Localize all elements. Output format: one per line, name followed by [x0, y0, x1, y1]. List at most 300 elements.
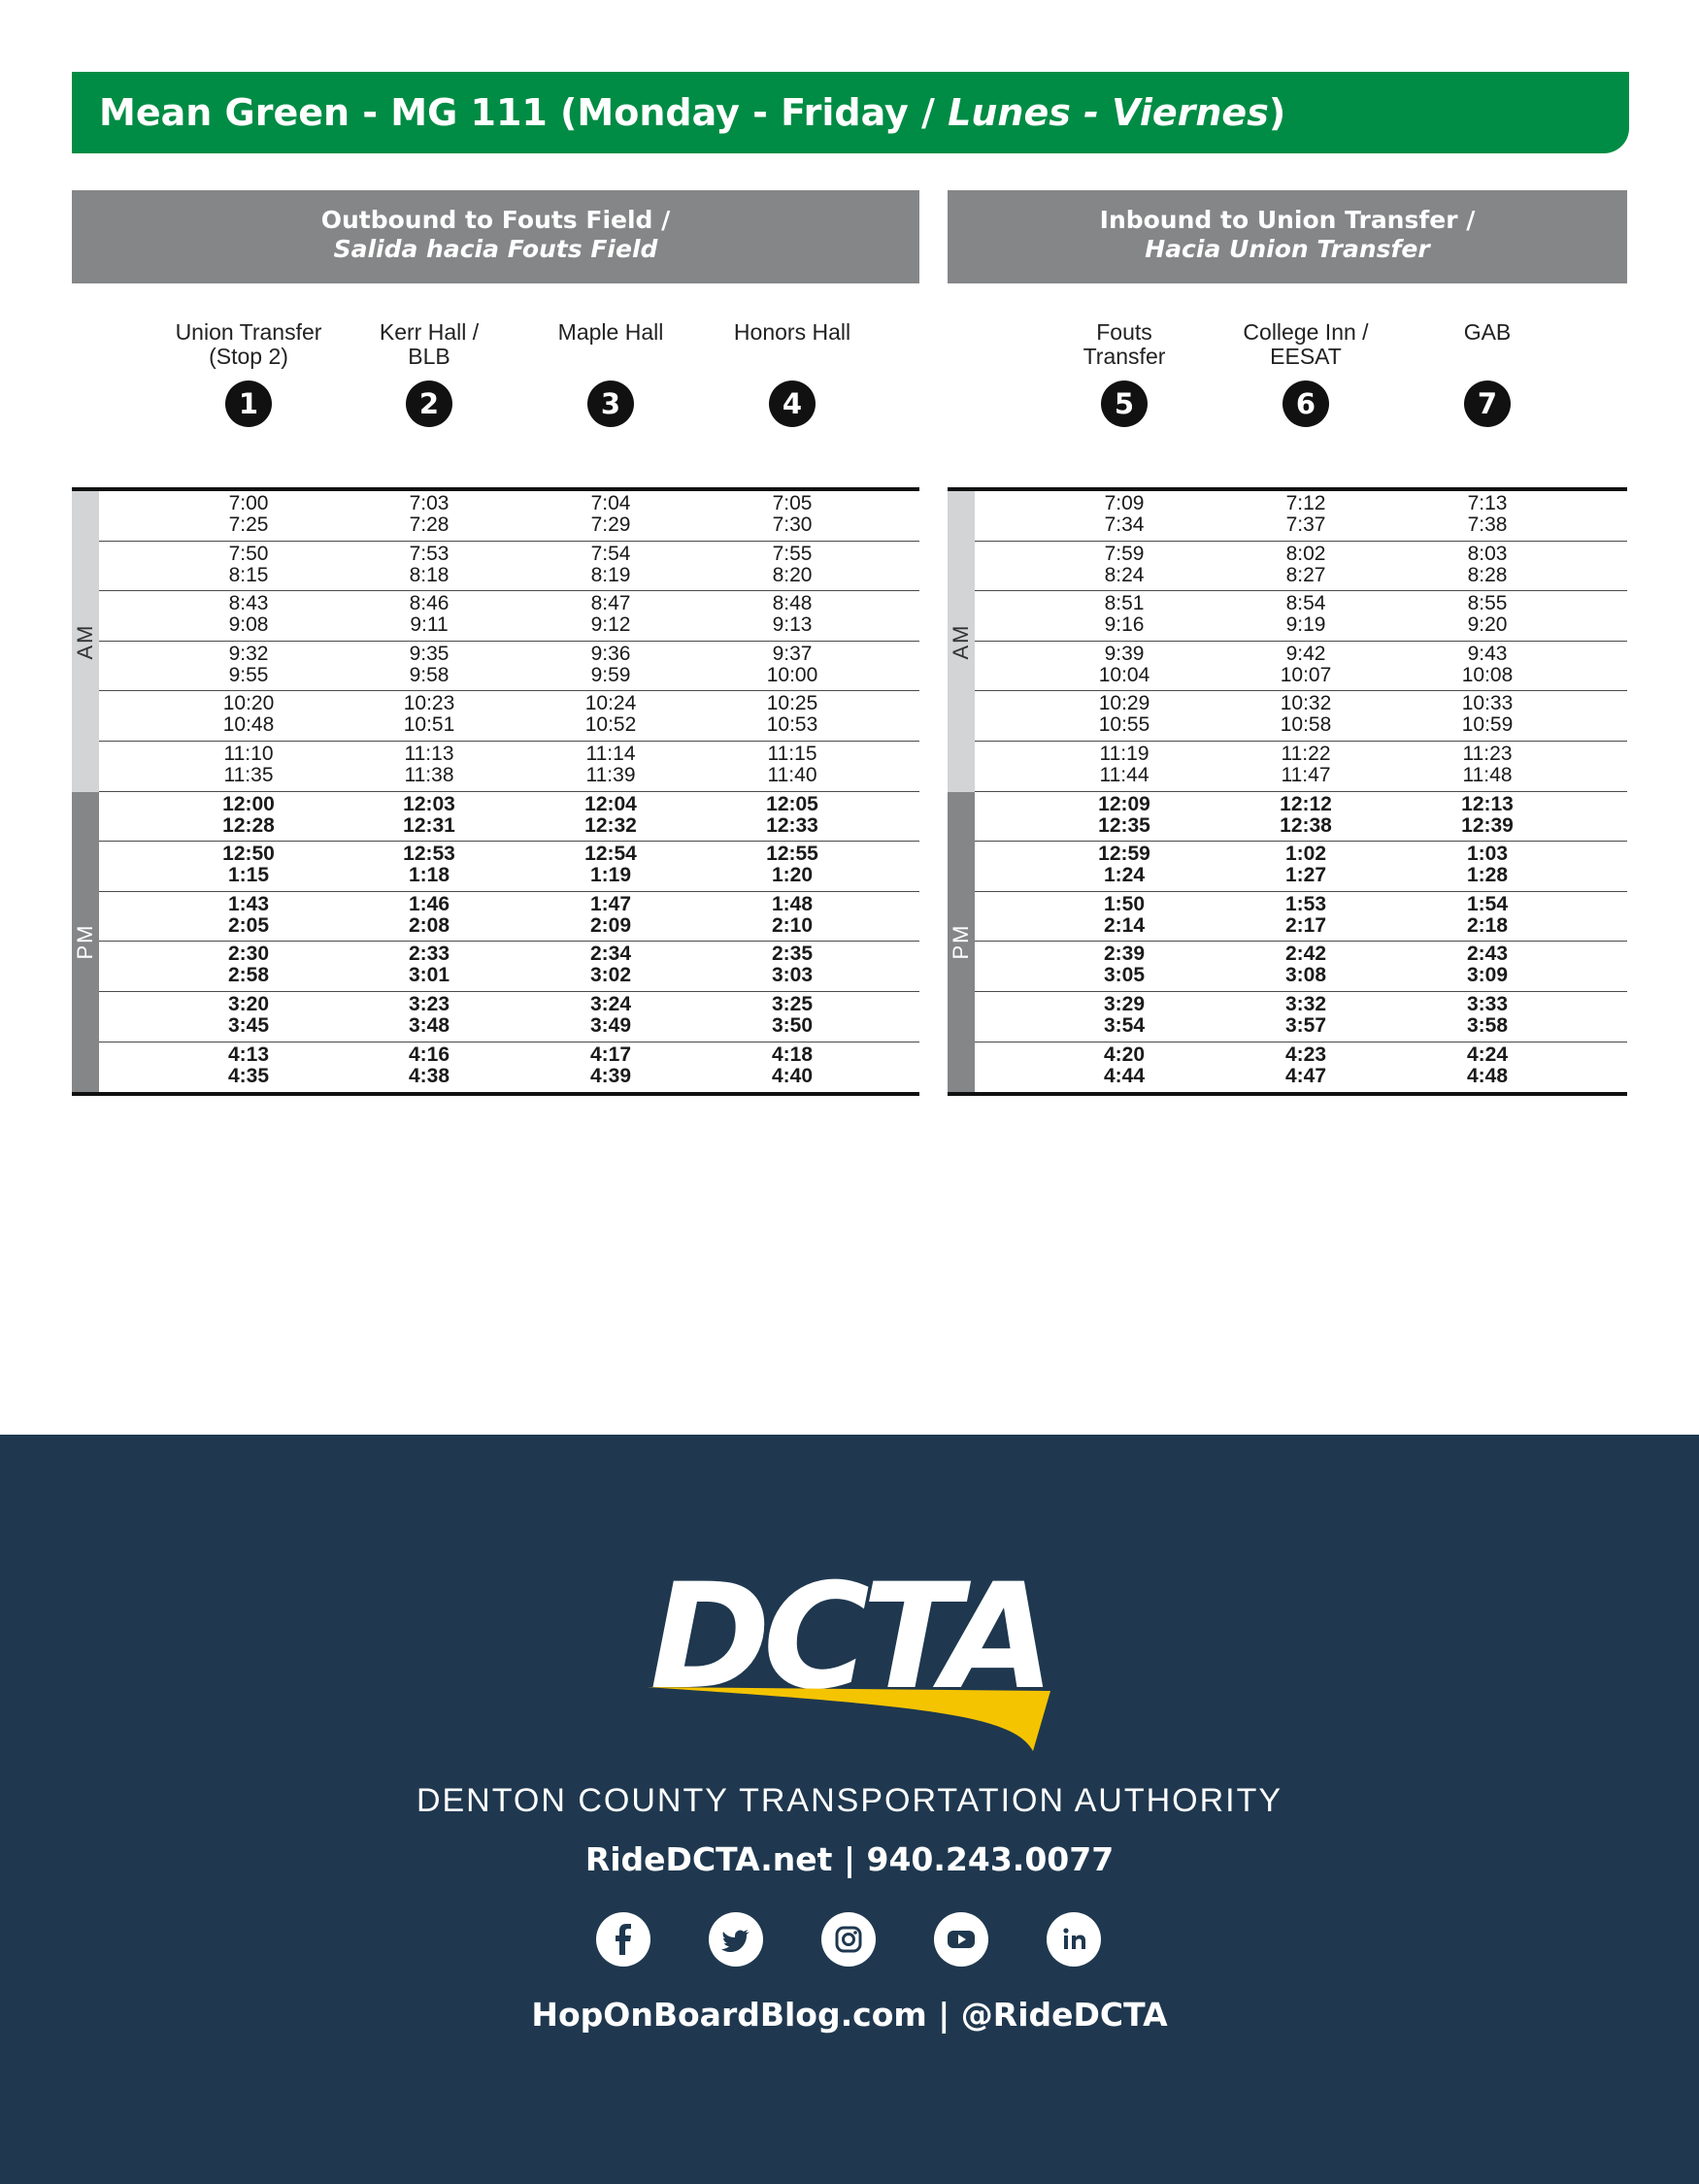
stop-name-line: BLB — [408, 344, 450, 369]
trip-times — [1066, 644, 1183, 686]
departure-time: 12:55 — [766, 843, 818, 866]
departure-time: 10:00 — [766, 663, 818, 686]
trip-times — [734, 894, 850, 937]
inbound-stops — [948, 283, 1627, 487]
stop-header — [690, 320, 894, 427]
departure-time: 9:13 — [772, 613, 813, 637]
departure-time: 10:20 — [222, 692, 275, 715]
departure-time: 4:35 — [227, 1064, 270, 1087]
departure-time: 12:04 — [584, 792, 637, 815]
stop-name-line: (Stop 2) — [209, 344, 288, 369]
trip-times — [734, 593, 850, 636]
trip-times — [190, 493, 307, 536]
trip-times — [190, 644, 307, 686]
departure-time: 11:13 — [404, 742, 454, 765]
trip-times — [552, 644, 669, 686]
table-row — [99, 992, 919, 1042]
departure-time: 2:34 — [589, 943, 632, 966]
table-row — [99, 742, 919, 792]
trip-times — [371, 644, 487, 686]
stop-header — [509, 320, 713, 427]
footer — [0, 1435, 1699, 2184]
departure-time: 1:50 — [1103, 892, 1146, 915]
departure-time: 8:46 — [409, 592, 450, 615]
trip-times — [190, 693, 307, 736]
departure-time: 3:01 — [408, 964, 450, 987]
departure-time: 1:20 — [771, 864, 814, 887]
table-row — [99, 842, 919, 892]
trip-times — [1066, 943, 1183, 986]
trip-times — [1066, 693, 1183, 736]
departure-time: 4:17 — [589, 1042, 632, 1066]
departure-time: 3:23 — [408, 992, 450, 1015]
trip-times — [190, 794, 307, 837]
departure-time: 3:05 — [1103, 964, 1146, 987]
departure-time: 2:09 — [589, 913, 632, 937]
departure-time: 9:59 — [590, 663, 631, 686]
departure-time: 7:34 — [1104, 513, 1145, 536]
departure-time: 3:08 — [1284, 964, 1327, 987]
departure-time: 2:43 — [1466, 943, 1509, 966]
departure-time: 9:35 — [409, 642, 450, 665]
am-label: AM — [949, 623, 973, 660]
trip-times — [1429, 994, 1546, 1037]
departure-time: 1:03 — [1466, 843, 1509, 866]
departure-time: 12:12 — [1280, 792, 1332, 815]
table-row — [99, 491, 919, 542]
trip-times — [1429, 744, 1546, 786]
departure-time: 3:32 — [1284, 992, 1327, 1015]
departure-time: 12:33 — [766, 813, 818, 837]
departure-time: 4:40 — [771, 1064, 814, 1087]
departure-time: 12:38 — [1280, 813, 1332, 837]
trip-times — [1066, 1044, 1183, 1087]
trip-times — [1248, 693, 1364, 736]
departure-time: 7:54 — [590, 542, 631, 565]
departure-time: 4:18 — [771, 1042, 814, 1066]
departure-time: 8:19 — [590, 563, 631, 586]
stop-header — [1385, 320, 1589, 427]
table-row — [975, 1042, 1627, 1093]
departure-time: 7:05 — [772, 492, 813, 514]
departure-time: 3:58 — [1466, 1013, 1509, 1037]
departure-time: 11:40 — [767, 763, 817, 786]
trip-times — [1066, 844, 1183, 886]
stop-name-line: Honors Hall — [733, 319, 851, 345]
departure-time: 12:39 — [1461, 813, 1514, 837]
departure-time: 12:59 — [1098, 843, 1150, 866]
agency-name: DENTON COUNTY TRANSPORTATION AUTHORITY — [416, 1782, 1283, 1819]
departure-time: 9:08 — [228, 613, 269, 637]
contact-line[interactable]: RideDCTA.net | 940.243.0077 — [584, 1840, 1115, 1878]
departure-time: 12:31 — [403, 813, 455, 837]
departure-time: 10:53 — [766, 713, 818, 737]
departure-time: 4:13 — [227, 1042, 270, 1066]
departure-time: 3:48 — [408, 1013, 450, 1037]
departure-time: 12:35 — [1098, 813, 1150, 837]
departure-time: 7:04 — [590, 492, 631, 514]
departure-time: 10:58 — [1280, 713, 1332, 737]
am-band — [948, 491, 975, 792]
logo-text: DCTA — [650, 1561, 1048, 1722]
departure-time: 11:22 — [1281, 742, 1331, 765]
table-row — [975, 642, 1627, 692]
stop-name-line: Maple Hall — [557, 319, 664, 345]
departure-time: 8:48 — [772, 592, 813, 615]
departure-time: 4:47 — [1284, 1064, 1327, 1087]
departure-time: 8:47 — [590, 592, 631, 615]
trip-times — [1066, 493, 1183, 536]
pm-band — [948, 792, 975, 1093]
departure-time: 8:28 — [1467, 563, 1508, 586]
departure-time: 11:38 — [404, 763, 454, 786]
trip-times — [552, 994, 669, 1037]
departure-time: 4:24 — [1466, 1042, 1509, 1066]
inbound-header — [948, 190, 1627, 283]
trip-times — [1248, 894, 1364, 937]
table-row — [99, 691, 919, 742]
trip-times — [1248, 644, 1364, 686]
trip-times — [1066, 593, 1183, 636]
departure-time: 11:47 — [1281, 763, 1331, 786]
outbound-stops — [72, 283, 919, 487]
trip-times — [552, 844, 669, 886]
stop-number-badge: 6 — [1283, 381, 1329, 427]
outbound-timetable — [72, 487, 919, 1096]
departure-time: 1:15 — [227, 864, 270, 887]
stop-name-line: Kerr Hall / — [379, 319, 480, 345]
twitter-icon[interactable] — [709, 1912, 763, 1967]
stop-header — [327, 320, 531, 427]
table-row — [99, 542, 919, 592]
departure-time: 3:50 — [771, 1013, 814, 1037]
departure-time: 9:39 — [1104, 642, 1145, 665]
departure-time: 2:17 — [1284, 913, 1327, 937]
trip-times — [552, 544, 669, 586]
trip-times — [190, 844, 307, 886]
departure-time: 1:53 — [1284, 892, 1327, 915]
departure-time: 9:37 — [772, 642, 813, 665]
youtube-icon[interactable] — [934, 1912, 988, 1967]
departure-time: 8:27 — [1285, 563, 1326, 586]
departure-time: 1:43 — [227, 892, 270, 915]
departure-time: 12:00 — [222, 792, 275, 815]
departure-time: 2:08 — [408, 913, 450, 937]
departure-time: 10:59 — [1461, 713, 1514, 737]
route-title-bar — [72, 72, 1629, 153]
trip-times — [1248, 943, 1364, 986]
stop-name-line: EESAT — [1270, 344, 1342, 369]
trip-times — [1429, 693, 1546, 736]
trip-times — [1066, 794, 1183, 837]
table-row — [975, 942, 1627, 992]
departure-time: 3:49 — [589, 1013, 632, 1037]
departure-time: 9:20 — [1467, 613, 1508, 637]
trip-times — [1248, 493, 1364, 536]
departure-time: 7:25 — [228, 513, 269, 536]
departure-time: 12:28 — [222, 813, 275, 837]
departure-time: 10:55 — [1098, 713, 1150, 737]
trip-times — [1248, 844, 1364, 886]
departure-time: 10:07 — [1280, 663, 1332, 686]
stop-name — [1204, 320, 1408, 373]
outbound-title: Outbound to Fouts Field / — [320, 206, 671, 234]
trip-times — [552, 894, 669, 937]
departure-time: 2:42 — [1284, 943, 1327, 966]
table-row — [99, 1042, 919, 1093]
trip-times — [1429, 943, 1546, 986]
departure-time: 2:39 — [1103, 943, 1146, 966]
trip-times — [371, 894, 487, 937]
departure-time: 10:48 — [222, 713, 275, 737]
trip-times — [371, 693, 487, 736]
departure-time: 9:11 — [410, 613, 449, 637]
trip-times — [552, 1044, 669, 1087]
stop-number-badge: 2 — [406, 381, 452, 427]
departure-time: 3:29 — [1103, 992, 1146, 1015]
trip-times — [1429, 794, 1546, 837]
departure-time: 7:50 — [228, 542, 269, 565]
trip-times — [1248, 994, 1364, 1037]
departure-time: 2:30 — [227, 943, 270, 966]
departure-time: 1:24 — [1103, 864, 1146, 887]
trip-times — [552, 943, 669, 986]
departure-time: 9:58 — [409, 663, 450, 686]
trip-times — [552, 744, 669, 786]
departure-time: 7:37 — [1285, 513, 1326, 536]
departure-time: 10:52 — [584, 713, 637, 737]
departure-time: 4:23 — [1284, 1042, 1327, 1066]
departure-time: 2:05 — [227, 913, 270, 937]
trip-times — [552, 794, 669, 837]
departure-time: 8:15 — [228, 563, 269, 586]
trip-times — [190, 1044, 307, 1087]
departure-time: 7:59 — [1104, 542, 1145, 565]
stop-name-line: College Inn / — [1243, 319, 1369, 345]
trip-times — [734, 544, 850, 586]
stop-number-badge: 1 — [225, 381, 272, 427]
departure-time: 3:45 — [227, 1013, 270, 1037]
instagram-icon[interactable] — [821, 1912, 876, 1967]
blog-line[interactable]: HopOnBoardBlog.com | @RideDCTA — [531, 1996, 1168, 2034]
departure-time: 8:03 — [1467, 542, 1508, 565]
pm-label: PM — [949, 923, 973, 960]
stop-name — [1385, 320, 1589, 373]
departure-time: 11:39 — [585, 763, 636, 786]
trip-times — [1066, 994, 1183, 1037]
departure-time: 10:04 — [1098, 663, 1150, 686]
departure-time: 10:23 — [403, 692, 455, 715]
departure-time: 11:19 — [1099, 742, 1149, 765]
am-band — [72, 491, 99, 792]
trip-times — [190, 544, 307, 586]
table-row — [975, 691, 1627, 742]
departure-time: 3:57 — [1284, 1013, 1327, 1037]
departure-time: 4:20 — [1103, 1042, 1146, 1066]
departure-time: 3:20 — [227, 992, 270, 1015]
trip-times — [371, 1044, 487, 1087]
trip-times — [371, 794, 487, 837]
departure-time: 3:33 — [1466, 992, 1509, 1015]
stop-header — [1204, 320, 1408, 427]
trip-times — [1066, 744, 1183, 786]
departure-time: 9:12 — [590, 613, 631, 637]
trip-times — [371, 493, 487, 536]
trip-times — [1066, 544, 1183, 586]
departure-time: 1:19 — [589, 864, 632, 887]
departure-time: 7:55 — [772, 542, 813, 565]
table-row — [975, 542, 1627, 592]
trip-times — [1248, 544, 1364, 586]
inbound-timetable — [948, 487, 1627, 1096]
trip-times — [1429, 493, 1546, 536]
departure-time: 3:03 — [771, 964, 814, 987]
table-row — [99, 792, 919, 843]
departure-time: 1:28 — [1466, 864, 1509, 887]
outbound-header — [72, 190, 919, 283]
departure-time: 11:23 — [1462, 742, 1513, 765]
trip-times — [1429, 894, 1546, 937]
trip-times — [190, 994, 307, 1037]
departure-time: 8:24 — [1104, 563, 1145, 586]
trip-times — [1429, 593, 1546, 636]
departure-time: 9:42 — [1285, 642, 1326, 665]
trip-times — [190, 943, 307, 986]
route-title-end: ) — [1268, 91, 1286, 134]
departure-time: 7:12 — [1285, 492, 1326, 514]
departure-time: 12:50 — [222, 843, 275, 866]
departure-time: 9:36 — [590, 642, 631, 665]
departure-time: 4:16 — [408, 1042, 450, 1066]
trip-times — [1429, 844, 1546, 886]
departure-time: 1:46 — [408, 892, 450, 915]
stop-name-line: Fouts — [1096, 319, 1152, 345]
trip-times — [734, 844, 850, 886]
trip-times — [371, 943, 487, 986]
departure-time: 10:25 — [766, 692, 818, 715]
departure-time: 3:54 — [1103, 1013, 1146, 1037]
departure-time: 3:09 — [1466, 964, 1509, 987]
trip-times — [190, 894, 307, 937]
outbound-section — [72, 190, 919, 1096]
departure-time: 12:54 — [584, 843, 637, 866]
pm-band — [72, 792, 99, 1093]
departure-time: 12:09 — [1098, 792, 1150, 815]
departure-time: 7:03 — [409, 492, 450, 514]
departure-time: 11:14 — [585, 742, 636, 765]
departure-time: 3:24 — [589, 992, 632, 1015]
trip-times — [1429, 1044, 1546, 1087]
departure-time: 7:09 — [1104, 492, 1145, 514]
route-title-spanish: Lunes - Viernes — [948, 91, 1269, 134]
departure-time: 3:25 — [771, 992, 814, 1015]
departure-time: 2:14 — [1103, 913, 1146, 937]
trip-times — [1248, 794, 1364, 837]
trip-times — [1066, 894, 1183, 937]
departure-time: 4:44 — [1103, 1064, 1146, 1087]
departure-time: 10:51 — [403, 713, 455, 737]
trip-times — [734, 744, 850, 786]
departure-time: 7:53 — [409, 542, 450, 565]
table-row — [975, 842, 1627, 892]
departure-time: 3:02 — [589, 964, 632, 987]
departure-time: 9:16 — [1104, 613, 1145, 637]
trip-times — [190, 744, 307, 786]
departure-time: 10:32 — [1280, 692, 1332, 715]
social-links — [0, 1912, 1699, 1970]
pm-label: PM — [73, 923, 97, 960]
stop-name-line: GAB — [1463, 319, 1512, 345]
departure-time: 1:18 — [408, 864, 450, 887]
departure-time: 2:35 — [771, 943, 814, 966]
departure-time: 1:47 — [589, 892, 632, 915]
departure-time: 7:30 — [772, 513, 813, 536]
trip-times — [734, 1044, 850, 1087]
trip-times — [1248, 593, 1364, 636]
departure-time: 12:53 — [403, 843, 455, 866]
outbound-title-spanish: Salida hacia Fouts Field — [333, 235, 658, 263]
facebook-icon[interactable] — [596, 1912, 650, 1967]
departure-time: 9:19 — [1285, 613, 1326, 637]
stop-name-line: Transfer — [1083, 344, 1166, 369]
departure-time: 8:02 — [1285, 542, 1326, 565]
table-row — [975, 591, 1627, 642]
departure-time: 7:38 — [1467, 513, 1508, 536]
stop-number-badge: 3 — [587, 381, 634, 427]
trip-times — [371, 844, 487, 886]
route-title: Mean Green - MG 111 (Monday - Friday / — [99, 91, 949, 134]
trip-times — [371, 994, 487, 1037]
departure-time: 12:32 — [584, 813, 637, 837]
trip-times — [734, 693, 850, 736]
trip-times — [1248, 1044, 1364, 1087]
trip-times — [190, 593, 307, 636]
trip-times — [552, 693, 669, 736]
trip-times — [1429, 644, 1546, 686]
inbound-section — [948, 190, 1627, 1096]
departure-time: 10:29 — [1098, 692, 1150, 715]
table-row — [99, 642, 919, 692]
departure-time: 12:05 — [766, 792, 818, 815]
departure-time: 8:20 — [772, 563, 813, 586]
stop-name — [690, 320, 894, 373]
dcta-logo — [645, 1561, 1052, 1755]
departure-time: 1:27 — [1284, 864, 1327, 887]
table-row — [975, 491, 1627, 542]
departure-time: 8:54 — [1285, 592, 1326, 615]
table-row — [975, 892, 1627, 943]
departure-time: 7:13 — [1467, 492, 1508, 514]
departure-time: 8:51 — [1104, 592, 1145, 615]
am-label: AM — [73, 623, 97, 660]
departure-time: 1:54 — [1466, 892, 1509, 915]
departure-time: 10:24 — [584, 692, 637, 715]
trip-times — [371, 544, 487, 586]
linkedin-icon[interactable] — [1047, 1912, 1101, 1967]
departure-time: 12:03 — [403, 792, 455, 815]
departure-time: 8:43 — [228, 592, 269, 615]
table-row — [99, 591, 919, 642]
trip-times — [371, 744, 487, 786]
inbound-title-spanish: Hacia Union Transfer — [1145, 235, 1430, 263]
departure-time: 8:55 — [1467, 592, 1508, 615]
departure-time: 11:15 — [767, 742, 817, 765]
departure-time: 11:48 — [1462, 763, 1513, 786]
departure-time: 2:10 — [771, 913, 814, 937]
departure-time: 9:43 — [1467, 642, 1508, 665]
trip-times — [734, 994, 850, 1037]
stop-number-badge: 5 — [1101, 381, 1148, 427]
